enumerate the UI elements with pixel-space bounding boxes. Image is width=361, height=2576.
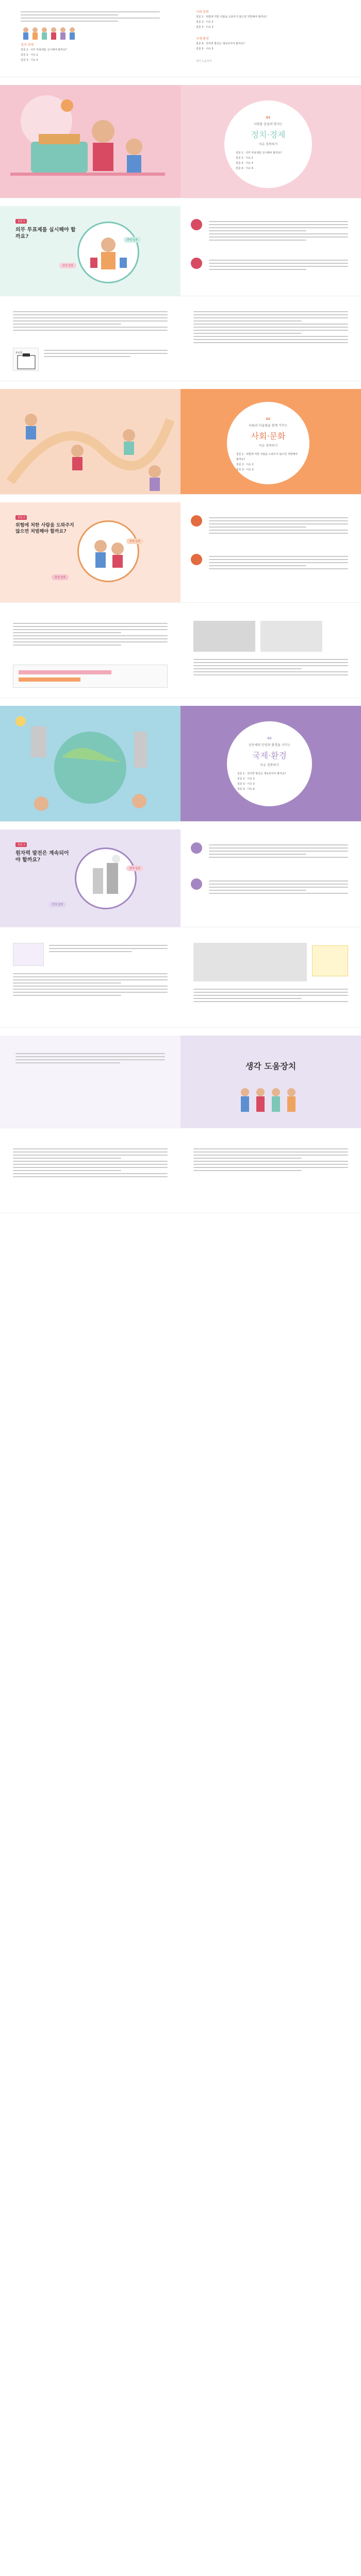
q2-right-page	[180, 502, 361, 602]
section-item[interactable]: 질문 4 · 이슈 4	[237, 788, 255, 791]
q3-chip: 질문 3	[15, 842, 27, 847]
toc-right-items-b	[196, 41, 340, 52]
toc-item[interactable]: 질문 1 · 위험에 처한 사람을 도와주지 않으면 처벌해야 할까요?	[196, 15, 267, 19]
section2-items	[227, 452, 309, 472]
q3-right-page	[180, 829, 361, 927]
section-caption: 다름과 어울림을 함께 가꾸는	[249, 424, 288, 428]
photo-image	[193, 621, 255, 652]
toc-section-title-2: 사회·문화	[196, 10, 209, 14]
toc-section-title-3: 국제·환경	[196, 37, 209, 41]
q2-paragraph	[209, 515, 348, 536]
section1-title-block	[224, 116, 312, 171]
section-item[interactable]: 질문 2 · 이슈 2	[237, 777, 255, 781]
q1-badge-b: 반대 입장	[124, 237, 141, 243]
q3-detail-left	[0, 935, 180, 1027]
toc-right-items-a	[196, 14, 340, 30]
section-item[interactable]: 질문 4 · 이슈 4	[236, 167, 253, 170]
illustration-people	[21, 26, 77, 40]
section2-illustration-page	[0, 389, 180, 494]
section-item[interactable]: 질문 3 · 이슈 3	[236, 162, 253, 165]
q1-detail-right	[180, 299, 361, 381]
spread-helper-detail	[0, 1136, 361, 1213]
q3-detail-right	[180, 935, 361, 1027]
q3-detail-text-3	[193, 987, 348, 1004]
avatar	[191, 554, 202, 565]
q3-detail-text	[49, 943, 168, 954]
q1-paragraph	[209, 258, 348, 272]
toc-item[interactable]: 질문 2 · 이슈 2	[196, 21, 214, 24]
section-number: 01	[266, 116, 271, 120]
section-item[interactable]: 질문 3 · 이슈 3	[237, 783, 255, 786]
toc-item[interactable]: 질문 5 · 이슈 5	[196, 47, 214, 50]
section1-illustration-page	[0, 85, 180, 198]
avatar	[191, 258, 202, 269]
toc-left-list	[21, 9, 160, 24]
q2-left-page	[0, 502, 180, 602]
spread-section1-opener	[0, 85, 361, 198]
q2-detail-right	[180, 611, 361, 698]
toc-section-title-1: 정치·경제	[21, 43, 34, 47]
q3-note-box	[312, 945, 348, 976]
q3-paragraph	[209, 878, 348, 896]
section-subtitle: 이슈 정복하기	[260, 764, 279, 767]
spread-helper-opener	[0, 1036, 361, 1128]
toc-right-page	[180, 0, 361, 77]
avatar	[191, 515, 202, 527]
helper-detail-text-2	[193, 1146, 348, 1173]
section-caption: 공동체의 안녕과 환경을 지키는	[248, 743, 291, 747]
section2-title-block	[227, 417, 309, 472]
avatar	[191, 842, 202, 854]
illustration-voters	[77, 222, 139, 283]
spread-q2-detail	[0, 611, 361, 698]
photo-image	[260, 621, 322, 652]
helper-title: 생각 도움장치	[245, 1061, 297, 1071]
section-item[interactable]: 질문 2 · 이슈 2	[236, 157, 253, 160]
q2-detail-left	[0, 611, 180, 698]
helper-text	[15, 1051, 165, 1065]
q3-badge-a: 찬성 입장	[49, 902, 66, 907]
q3-left-page	[0, 829, 180, 927]
spread-toc	[0, 0, 361, 77]
q1-detail-text-3	[193, 309, 348, 345]
toc-helper-label[interactable]: 생각 도움장치	[196, 60, 212, 63]
spread-section3-opener	[0, 706, 361, 822]
section-item[interactable]: 질문 1 · 위험에 처한 사람을 도와주지 않으면 처벌해야 할까요?	[236, 453, 298, 461]
spread-q1-detail	[0, 299, 361, 381]
illustration-society	[0, 389, 180, 494]
toc-left-items	[21, 47, 160, 63]
section3-items	[227, 771, 312, 792]
section3-title-page	[180, 706, 361, 821]
helper-detail-left	[0, 1136, 180, 1213]
illustration-environment	[0, 706, 180, 821]
helper-title-page	[180, 1036, 361, 1128]
section3-illustration-page	[0, 706, 180, 821]
toc-item[interactable]: 질문 1 · 의무 투표제를 실시해야 할까요?	[21, 48, 67, 52]
toc-item[interactable]: 질문 3 · 이슈 3	[21, 59, 38, 62]
q2-title: 위험에 처한 사람을 도와주지 않으면 처벌해야 할까요?	[15, 523, 74, 534]
section-number: 02	[266, 417, 271, 421]
q2-detail-text-2	[193, 657, 348, 677]
section-title: 사회·문화	[251, 431, 286, 441]
spread-question1	[0, 206, 361, 296]
q2-paragraph	[209, 554, 348, 571]
toc-left-page	[0, 0, 180, 77]
section-item[interactable]: 질문 1 · 의무 투표제를 실시해야 할까요?	[236, 151, 282, 155]
illustration-crowd	[235, 1084, 307, 1115]
section-subtitle: 이슈 정복하기	[258, 143, 278, 146]
section-title: 정치·경제	[251, 130, 286, 140]
toc-item[interactable]: 질문 2 · 이슈 2	[21, 54, 38, 57]
q1-chip: 질문 1	[15, 219, 27, 224]
q3-icon-box	[13, 943, 44, 966]
toc-item[interactable]: 질문 4 · 원자력 발전은 계속되어야 할까요?	[196, 42, 245, 45]
q2-badge-a: 찬성 입장	[52, 574, 69, 580]
spread-q3-detail	[0, 935, 361, 1028]
section-item[interactable]: 질문 1 · 원자력 발전은 계속되어야 할까요?	[237, 772, 286, 775]
avatar	[191, 219, 202, 230]
spread-question2	[0, 502, 361, 603]
section-item[interactable]: 질문 2 · 이슈 2	[236, 463, 254, 466]
helper-detail-text	[13, 1146, 168, 1179]
blank-remainder	[0, 1221, 361, 2576]
q1-badge-a: 찬성 입장	[59, 263, 76, 268]
helper-blank-page	[0, 1036, 180, 1128]
q2-chart-box	[13, 665, 168, 688]
section1-title-page	[180, 85, 361, 198]
q2-detail-text	[13, 621, 168, 648]
q1-right-page	[180, 206, 361, 296]
q1-detail-text	[13, 309, 168, 333]
ballot-label: 투표함	[15, 352, 23, 354]
q3-detail-text-2	[13, 971, 168, 998]
section-item[interactable]: 질문 3 · 이슈 3	[236, 468, 254, 471]
q3-badge-b: 반대 입장	[126, 866, 143, 871]
illustration-politics	[0, 85, 180, 198]
q2-chip: 질문 2	[15, 515, 27, 520]
section3-title-block	[227, 737, 312, 792]
section1-items	[224, 150, 312, 171]
section-title: 국제·환경	[252, 751, 287, 760]
section-number: 03	[267, 737, 272, 740]
q3-title: 원자력 발전은 계속되어야 할까요?	[15, 851, 69, 863]
avatar	[191, 878, 202, 890]
helper-detail-right	[180, 1136, 361, 1213]
spread-question3	[0, 829, 361, 927]
q1-detail-text-2	[44, 348, 168, 359]
photo-map	[193, 943, 307, 981]
q1-title: 의무 투표제를 실시해야 할까요?	[15, 227, 76, 240]
illustration-nuclear	[75, 848, 137, 909]
section-caption: 사회를 흔들며 맞서는	[254, 123, 283, 126]
spread-section2-opener	[0, 389, 361, 495]
q3-paragraph	[209, 842, 348, 860]
section2-title-page	[180, 389, 361, 494]
section-subtitle: 이슈 정복하기	[258, 444, 278, 448]
q2-badge-b: 반대 입장	[126, 538, 143, 544]
illustration-help	[77, 520, 139, 582]
q1-paragraph	[209, 219, 348, 243]
q1-left-page	[0, 206, 180, 296]
toc-item[interactable]: 질문 3 · 이슈 3	[196, 26, 214, 29]
q1-detail-left	[0, 299, 180, 381]
